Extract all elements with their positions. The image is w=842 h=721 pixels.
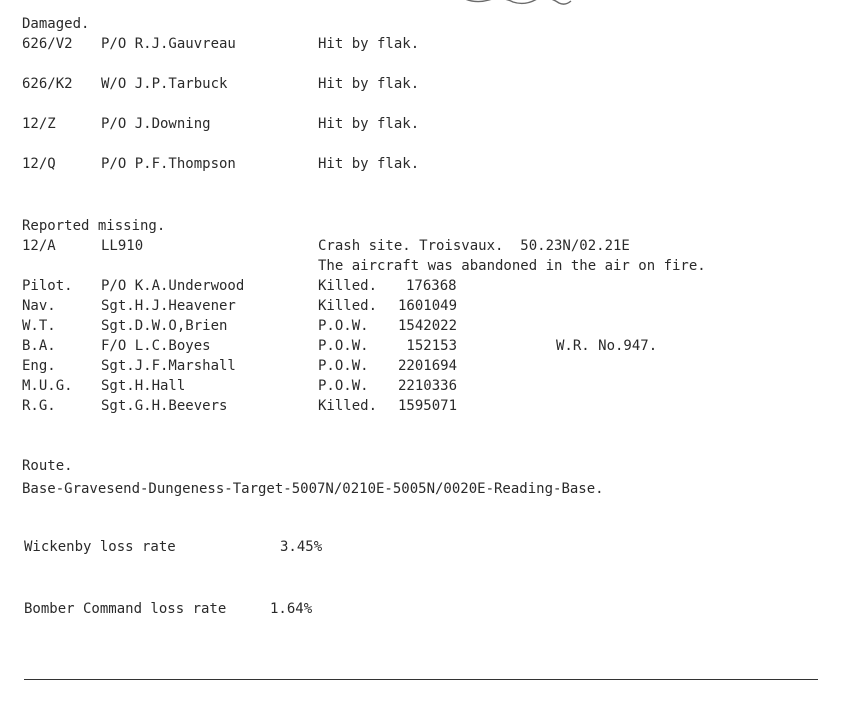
damaged-note: Hit by flak. xyxy=(318,76,420,92)
crew-status: Killed. xyxy=(318,298,378,314)
crew-status: P.O.W. xyxy=(318,338,369,354)
command-loss-value: 1.64% xyxy=(270,601,313,617)
abandoned-note: The aircraft was abandoned in the air on fire. xyxy=(318,258,706,274)
damaged-crew: P/O R.J.Gauvreau xyxy=(101,36,236,52)
crew-status: Killed. xyxy=(318,398,378,414)
damaged-aircraft-id: 12/Q xyxy=(22,156,56,172)
missing-serial: LL910 xyxy=(101,238,144,254)
crew-role: B.A. xyxy=(22,338,56,354)
damaged-crew: P/O P.F.Thompson xyxy=(101,156,236,172)
crew-number: 2210336 xyxy=(398,378,458,394)
crash-site: Crash site. Troisvaux. 50.23N/02.21E xyxy=(318,238,630,254)
crew-status: P.O.W. xyxy=(318,358,369,374)
crew-number: 1601049 xyxy=(398,298,458,314)
crew-status: Killed. xyxy=(318,278,378,294)
crew-number: 152153 xyxy=(398,338,458,354)
crew-status: P.O.W. xyxy=(318,378,369,394)
route-path: Base-Gravesend-Dungeness-Target-5007N/0210E-5005N/0020E-Reading-Base. xyxy=(22,481,604,497)
crew-number: 1595071 xyxy=(398,398,458,414)
command-loss-label: Bomber Command loss rate xyxy=(24,601,227,617)
wickenby-loss-value: 3.45% xyxy=(280,539,323,555)
crew-name: Sgt.H.J.Heavener xyxy=(101,298,236,314)
crew-role: R.G. xyxy=(22,398,56,414)
damaged-note: Hit by flak. xyxy=(318,156,420,172)
damaged-aircraft-id: 626/K2 xyxy=(22,76,73,92)
damaged-note: Hit by flak. xyxy=(318,36,420,52)
crew-role: M.U.G. xyxy=(22,378,73,394)
crew-role: W.T. xyxy=(22,318,56,334)
crew-number: 2201694 xyxy=(398,358,458,374)
wickenby-loss-label: Wickenby loss rate xyxy=(24,539,176,555)
crew-status: P.O.W. xyxy=(318,318,369,334)
damaged-note: Hit by flak. xyxy=(318,116,420,132)
crew-name: Sgt.G.H.Beevers xyxy=(101,398,228,414)
route-heading: Route. xyxy=(22,458,73,474)
crew-number: 1542022 xyxy=(398,318,458,334)
crew-role: Pilot. xyxy=(22,278,73,294)
handwritten-mark xyxy=(455,0,575,8)
damaged-heading: Damaged. xyxy=(22,16,90,32)
crew-number: 176368 xyxy=(406,278,457,294)
damaged-crew: W/O J.P.Tarbuck xyxy=(101,76,228,92)
missing-heading: Reported missing. xyxy=(22,218,166,234)
crew-name: Sgt.D.W.O,Brien xyxy=(101,318,228,334)
crew-name: P/O K.A.Underwood xyxy=(101,278,245,294)
wr-number: W.R. No.947. xyxy=(556,338,658,354)
crew-name: Sgt.H.Hall xyxy=(101,378,186,394)
damaged-crew: P/O J.Downing xyxy=(101,116,211,132)
bottom-divider xyxy=(24,679,818,680)
crew-role: Nav. xyxy=(22,298,56,314)
crew-name: Sgt.J.F.Marshall xyxy=(101,358,236,374)
damaged-aircraft-id: 12/Z xyxy=(22,116,56,132)
damaged-aircraft-id: 626/V2 xyxy=(22,36,73,52)
crew-name: F/O L.C.Boyes xyxy=(101,338,211,354)
crew-role: Eng. xyxy=(22,358,56,374)
missing-aircraft-id: 12/A xyxy=(22,238,56,254)
